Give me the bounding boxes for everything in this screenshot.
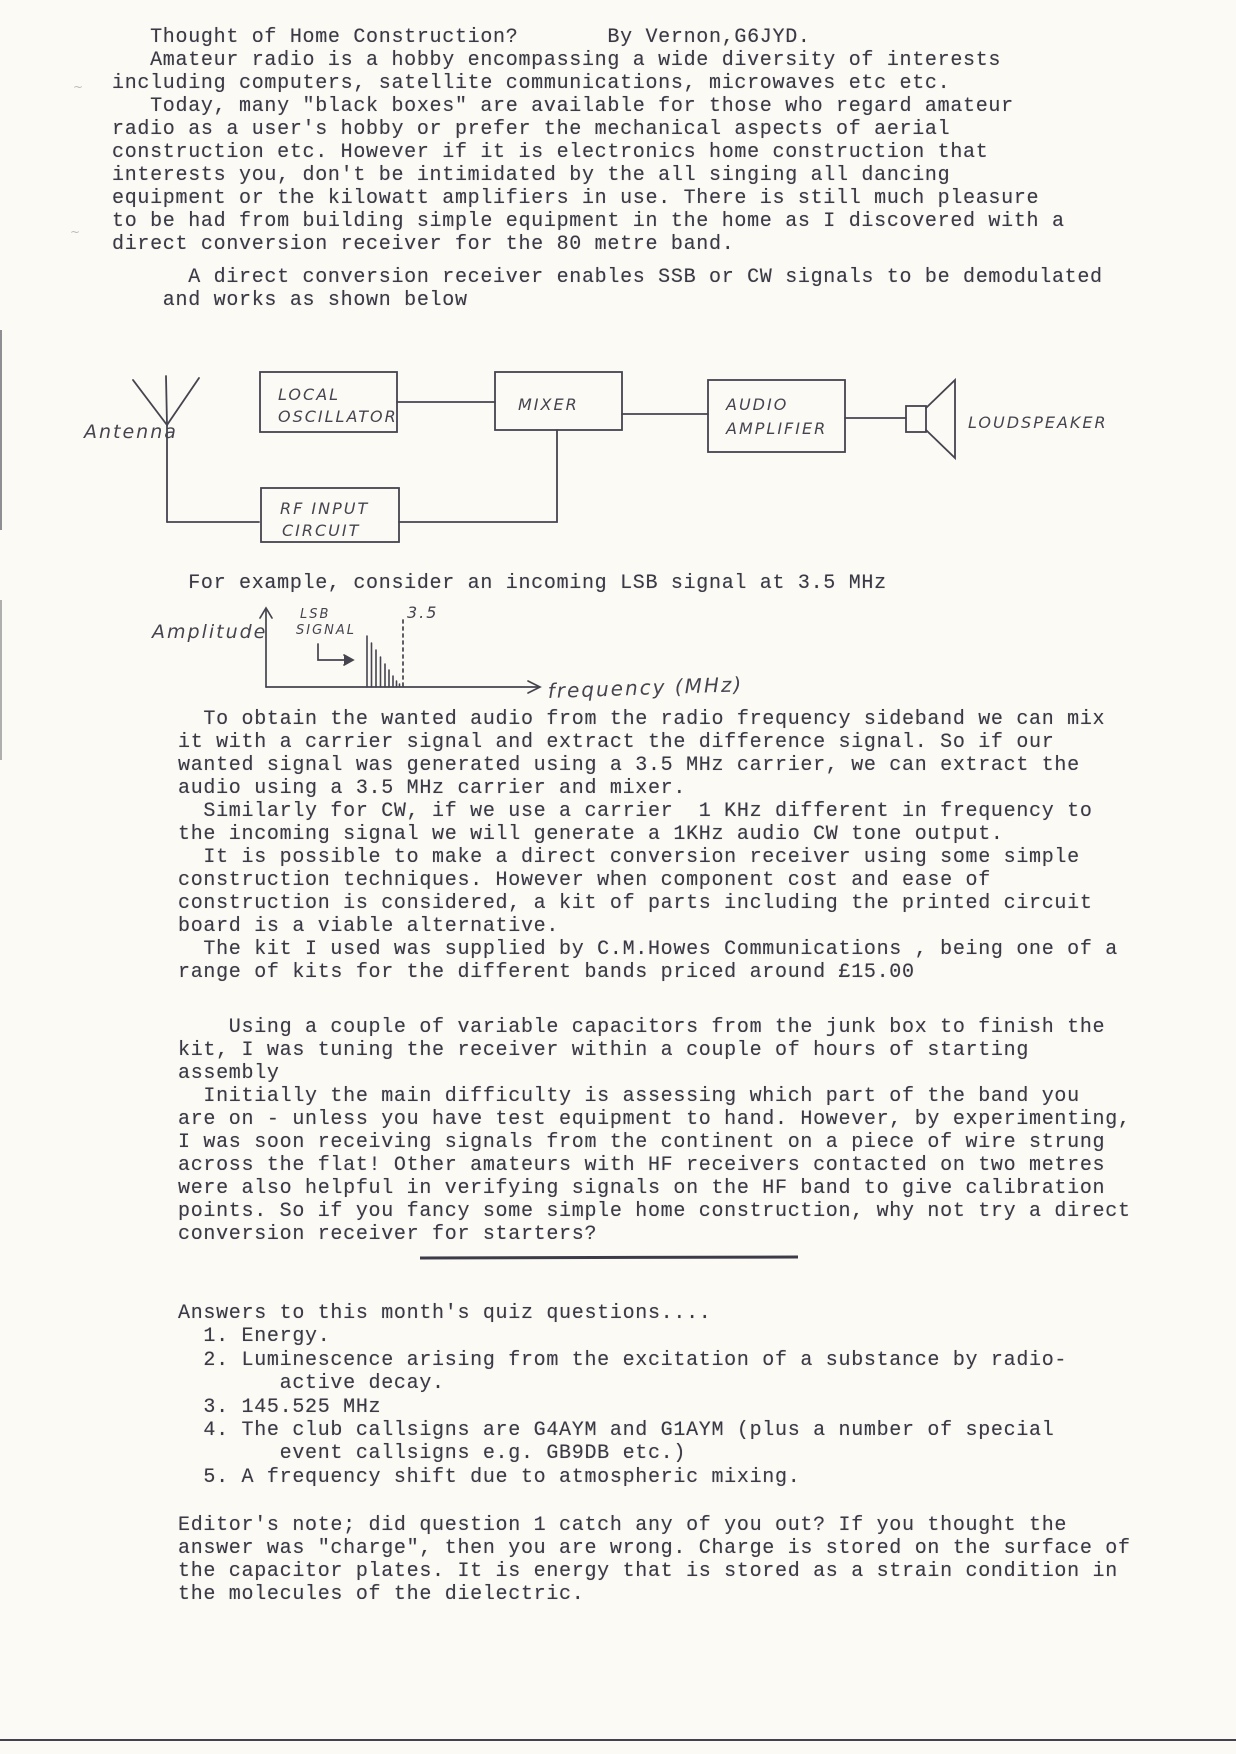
mixing-paragraphs — [178, 708, 1118, 984]
text-line: across the flat! Other amateurs with HF receivers contacted on two metres — [178, 1154, 1106, 1177]
amplitude-label: Amplitude — [152, 621, 268, 643]
text-line: the capacitor plates. It is energy that is stored as a strain condition in — [178, 1560, 1118, 1583]
rf-input-label-2: CIRCUIT — [282, 521, 361, 540]
text-line: answer was "charge", then you are wrong. Charge is stored on the surface of — [178, 1537, 1131, 1560]
text-line: audio using a 3.5 MHz carrier and mixer. — [178, 777, 687, 800]
underline-stroke — [420, 1256, 798, 1259]
lsb-spectral-lines — [367, 636, 400, 687]
text-line: and works as shown below — [112, 289, 468, 312]
rf-input-label-1: RF INPUT — [280, 499, 370, 518]
text-line: event callsigns e.g. GB9DB etc.) — [178, 1442, 687, 1466]
text-line: board is a viable alternative. — [178, 915, 560, 938]
loudspeaker-label: LOUDSPEAKER — [968, 413, 1108, 432]
text-line: Initially the main difficulty is assessing which part of the band you — [178, 1085, 1080, 1108]
audio-amp-label-1: AUDIO — [726, 395, 789, 414]
lsb-label-2: SIGNAL — [296, 623, 357, 638]
quiz-answers — [178, 1302, 1067, 1489]
text-line: Editor's note; did question 1 catch any of you out? If you thought the — [178, 1514, 1068, 1537]
text-line: Amateur radio is a hobby encompassing a wide diversity of interests — [112, 49, 1002, 72]
text-line: Using a couple of variable capacitors from the junk box to finish the — [178, 1016, 1106, 1039]
text-line: Similarly for CW, if we use a carrier 1 KHz different in frequency to — [178, 800, 1093, 823]
text-line: Thought of Home Construction? By Vernon,G6JYD. — [112, 26, 811, 49]
text-line: radio as a user's hobby or prefer the mechanical aspects of aerial — [112, 118, 951, 141]
text-line: I was soon receiving signals from the continent on a piece of wire strung — [178, 1131, 1106, 1154]
text-line: kit, I was tuning the receiver within a couple of hours of starting — [178, 1039, 1030, 1062]
audio-amp-label-2: AMPLIFIER — [726, 419, 828, 438]
text-line: points. So if you fancy some simple home construction, why not try a direct — [178, 1200, 1131, 1223]
text-line: interests you, don't be intimidated by the all singing all dancing — [112, 164, 951, 187]
antenna-icon — [133, 376, 259, 522]
text-line: construction techniques. However when component cost and ease of — [178, 869, 991, 892]
text-line: For example, consider an incoming LSB signal at 3.5 MHz — [112, 572, 887, 595]
text-line: the incoming signal we will generate a 1KHz audio CW tone output. — [178, 823, 1004, 846]
text-line: Today, many "black boxes" are available for those who regard amateur — [112, 95, 1014, 118]
wire-mixer-rf — [399, 430, 557, 522]
lsb-label-1: LSB — [300, 607, 331, 622]
block-diagram — [0, 320, 1236, 555]
text-line: 3. 145.525 MHz — [178, 1395, 382, 1419]
text-line: including computers, satellite communications, microwaves etc etc. — [112, 72, 951, 95]
local-oscillator-label-1: LOCAL — [278, 385, 341, 404]
text-line: active decay. — [178, 1372, 445, 1396]
text-line: construction etc. However if it is electronics home construction that — [112, 141, 989, 164]
text-line: construction is considered, a kit of parts including the printed circuit — [178, 892, 1093, 915]
example-sentence — [112, 572, 887, 595]
scan-speck: ~ — [73, 80, 84, 94]
text-line: A direct conversion receiver enables SSB or CW signals to be demodulated — [112, 266, 1103, 289]
scan-edge-artifact — [0, 600, 2, 760]
text-line: the molecules of the dielectric. — [178, 1583, 585, 1606]
scan-bottom-edge — [0, 1739, 1236, 1741]
loudspeaker-icon — [906, 380, 955, 458]
lsb-pointer-arrowhead — [344, 655, 353, 665]
text-line: it with a carrier signal and extract the difference signal. So if our — [178, 731, 1055, 754]
text-line: range of kits for the different bands priced around £15.00 — [178, 961, 915, 984]
text-line: conversion receiver for starters? — [178, 1223, 598, 1246]
spectrum-sketch — [0, 596, 820, 714]
text-line: It is possible to make a direct conversion receiver using some simple — [178, 846, 1080, 869]
carrier-marker-value: 3.5 — [407, 603, 439, 622]
scan-speck: ~ — [70, 225, 81, 239]
text-line: 5. A frequency shift due to atmospheric mixing. — [178, 1465, 801, 1489]
text-line: Answers to this month's quiz questions.... — [178, 1302, 712, 1325]
editors-note — [178, 1514, 1131, 1606]
lead-in-paragraph — [112, 266, 1103, 312]
text-line: 4. The club callsigns are G4AYM and G1AYM (plus a number of special — [178, 1418, 1055, 1442]
audio-amplifier-box — [708, 380, 845, 452]
text-line: 1. Energy. — [178, 1325, 331, 1349]
text-line: wanted signal was generated using a 3.5 MHz carrier, we can extract the — [178, 754, 1080, 777]
local-oscillator-label-2: OSCILLATOR — [278, 407, 398, 426]
text-line: were also helpful in verifying signals on the HF band to give calibration — [178, 1177, 1106, 1200]
intro-paragraphs — [112, 26, 1065, 256]
scan-edge-artifact — [0, 330, 2, 530]
text-line: The kit I used was supplied by C.M.Howes Communications , being one of a — [178, 938, 1118, 961]
text-line: to be had from building simple equipment in the home as I discovered with a — [112, 210, 1065, 233]
frequency-axis-label: frequency (MHz) — [547, 672, 744, 703]
text-line: To obtain the wanted audio from the radio frequency sideband we can mix — [178, 708, 1106, 731]
text-line: are on - unless you have test equipment to hand. However, by experimenting, — [178, 1108, 1131, 1131]
text-line: direct conversion receiver for the 80 metre band. — [112, 233, 735, 256]
text-line: equipment or the kilowatt amplifiers in use. There is still much pleasure — [112, 187, 1040, 210]
mixer-label: MIXER — [518, 395, 579, 414]
text-line: 2. Luminescence arising from the excitation of a substance by radio- — [178, 1348, 1068, 1372]
text-line: assembly — [178, 1062, 280, 1085]
building-paragraphs — [178, 1016, 1131, 1246]
antenna-label: Antenna — [84, 421, 178, 443]
